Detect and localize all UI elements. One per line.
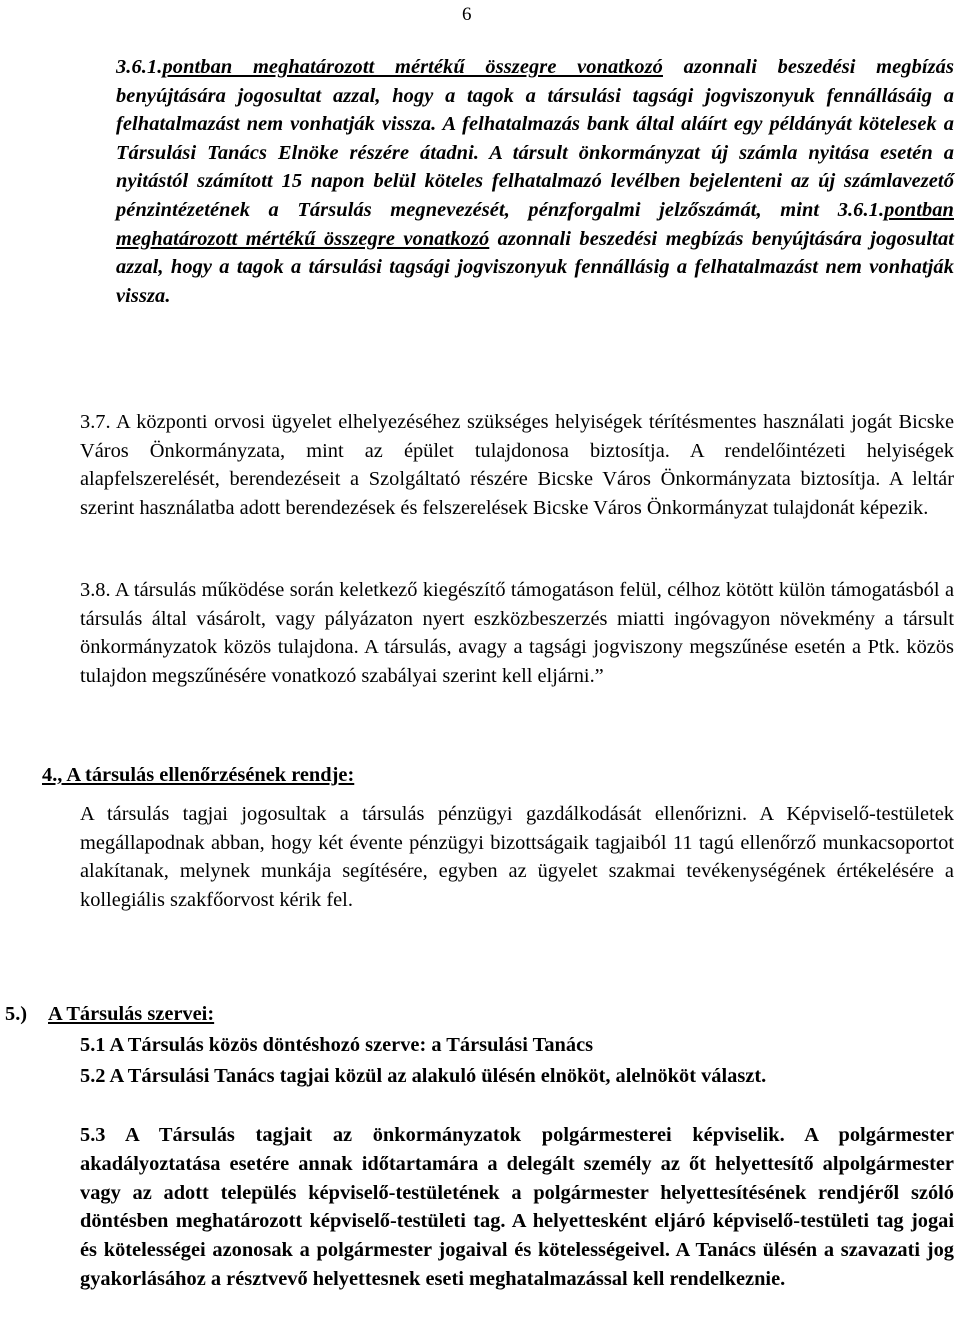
section-5-1: 5.1 A Társulás közös döntéshozó szerve: a Társulási Tanács [80, 1034, 594, 1056]
reference-number: 3.6.1. [116, 56, 163, 78]
section-5-heading: A Társulás szervei: [48, 1003, 215, 1025]
section-5-2: 5.2 A Társulási Tanács tagjai közül az alakuló ülésén elnököt, alelnököt választ. [80, 1065, 767, 1087]
reference-text: pontban meghatározott mértékű összegre vonatkozó [116, 198, 954, 250]
reference-number: 3.6.1. [837, 198, 885, 221]
paragraph-3-8: 3.8. A társulás működése során keletkező kiegészítő támogatáson felül, célhoz kötött külön támogatásból a társulás által vásárolt, vagy pályázaton nyert eszközbeszerzés miatti ingóvagyon növekmény a társult önkormányzatok közös tulajdona. A társulás, avagy a tagsági jogviszony megszűnése esetén a Ptk. közös tulajdon megszűnésére vonatkozó szabályai szerint kell eljárni.” [80, 579, 954, 688]
paragraph-3-7: 3.7. A központi orvosi ügyelet elhelyezéséhez szükséges helyiségek térítésmentes használati jogát Bicske Város Önkormányzata, mint az épület tulajdonosa biztosítja. A rendelőintézeti helyiségek alapfelszerelését, berendezéseit a Szolgáltató részére Bicske Város Önkormányzata biztosítja. A leltár szerint használatba adott berendezések és felszerelések Bicske Város Önkormányzat tulajdonát képezik. [80, 411, 954, 520]
section-5-3: 5.3 A Társulás tagjait az önkormányzatok polgármesterei képviselik. A polgármester akadályoztatása esetére annak időtartamára a delegált személy az őt helyettesítő alpolgármester vagy az adott település képviselő-testületének a polgármester helyettesítésének rendjéről szóló döntésben meghatározott képviselő-testületi tag. A helyettesként eljáró képviselő-testületi tag jogai és kötelességei azonosak a polgármester jogaival és kötelességeivel. A Tanács ülésén a szavazati jog gyakorlásához a résztvevő helyettesnek eseti meghatalmazással kell rendelkeznie. [80, 1124, 954, 1290]
page-number: 6 [462, 4, 472, 25]
section-4-heading: 4., A társulás ellenőrzésének rendje: [42, 764, 355, 786]
section-4-body: A társulás tagjai jogosultak a társulás pénzügyi gazdálkodását ellenőrizni. A Képviselő-testületek megállapodnak abban, hogy két évente pénzügyi bizottságaik tagjaiból 11 tagú ellenőrző munkacsoportot alakítanak, melynek munkája segítésére, egyben az ügyelet szakmai tevékenységének értékelésére a kollegiális szakfőorvost kérik fel. [80, 803, 954, 912]
paragraph-text: azonnali beszedési megbízás benyújtására jogosultat azzal, hogy a tagok a társulási tagsági jogviszonyuk fennállásáig a felhatalmazást nem vonhatják vissza. A felhatalmazás bank által aláírt egy példányát kötelesek a Társulási Tanács Elnöke részére átadni. A társult önkormányzat új számla nyitása esetén a nyitástól számított 15 napon belül köteles felhatalmazó levélben bejelenteni az új számlavezető pénzintézetének a Társulás megnevezését, pénzforgalmi jelzőszámát, mint [116, 56, 954, 221]
reference-text: pontban meghatározott mértékű összegre vonatkozó [162, 56, 663, 78]
paragraph-text: azonnali beszedési megbízás benyújtására jogosultat azzal, hogy a tagok a társulási tagsági jogviszonyuk fennállásig a felhatalmazást nem vonhatják vissza. [116, 227, 955, 307]
section-5-number: 5.) [5, 1003, 28, 1025]
paragraph-3-6-1 [116, 53, 954, 310]
